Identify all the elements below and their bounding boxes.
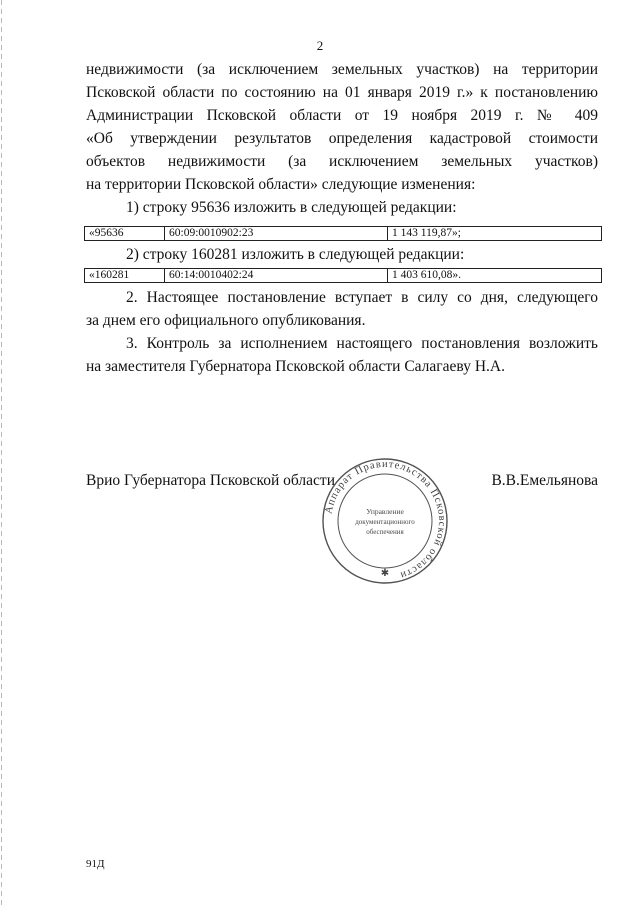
table-cell-value: 1 403 610,08». (392, 269, 461, 281)
paragraph-line: на заместителя Губернатора Псковской области Салагаеву Н.А. (86, 358, 505, 375)
table-cell-cadastral-number: 60:09:0010902:23 (165, 227, 388, 240)
table-cell-row-number: «95636 (85, 227, 165, 240)
paragraph-line: недвижимости (за исключением земельных участков) на территории (86, 61, 598, 78)
paragraph-line: объектов недвижимости (за исключением земельных участков) (86, 153, 598, 170)
paragraph-line: 2. Настоящее постановление вступает в силу со дня, следующего (126, 289, 598, 306)
page-number: 2 (316, 38, 324, 53)
paragraph-line: Псковской области по состоянию на 01 января 2019 г.» к постановлению (86, 84, 598, 101)
item2-block (86, 243, 598, 266)
seal-inner-line: обеспечения (366, 528, 404, 536)
seal-star-icon: ✱ (380, 568, 390, 579)
seal-inner-line: документационного (355, 518, 415, 526)
signatory-title: Врио Губернатора Псковской области (86, 472, 335, 489)
document-body (86, 58, 598, 219)
item2-label: 2) строку 160281 изложить в следующей редакции: (126, 246, 465, 263)
item1-label: 1) строку 95636 изложить в следующей редакции: (126, 199, 457, 216)
table-cell-value: 1 143 119,87»; (392, 227, 461, 239)
table-cell-cadastral-number: 60:14:0010402:24 (165, 269, 388, 282)
paragraph-line: за днем его официального опубликования. (86, 312, 366, 329)
paragraph-line: на территории Псковской области» следующие изменения: (86, 176, 476, 193)
table-row-160281 (84, 268, 602, 283)
paragraph-line: «Об утверждении результатов определения кадастровой стоимости (86, 130, 598, 147)
paragraph-line: 3. Контроль за исполнением настоящего постановления возложить (126, 335, 598, 352)
paragraph-3 (86, 332, 598, 378)
paragraph-2 (86, 286, 598, 332)
signatory-name: В.В.Емельянова (491, 472, 598, 489)
paragraph-line: Администрации Псковской области от 19 ноября 2019 г. № 409 (86, 107, 598, 124)
footer-code: 91Д (86, 858, 105, 870)
page-scan-edge (1, 0, 2, 905)
table-cell-row-number: «160281 (85, 269, 165, 282)
official-seal-stamp (320, 456, 450, 586)
seal-outer-text: Аппарат Правительства Псковской области (323, 458, 448, 581)
table-row-95636 (84, 226, 602, 241)
seal-inner-line: Управление (366, 507, 404, 516)
